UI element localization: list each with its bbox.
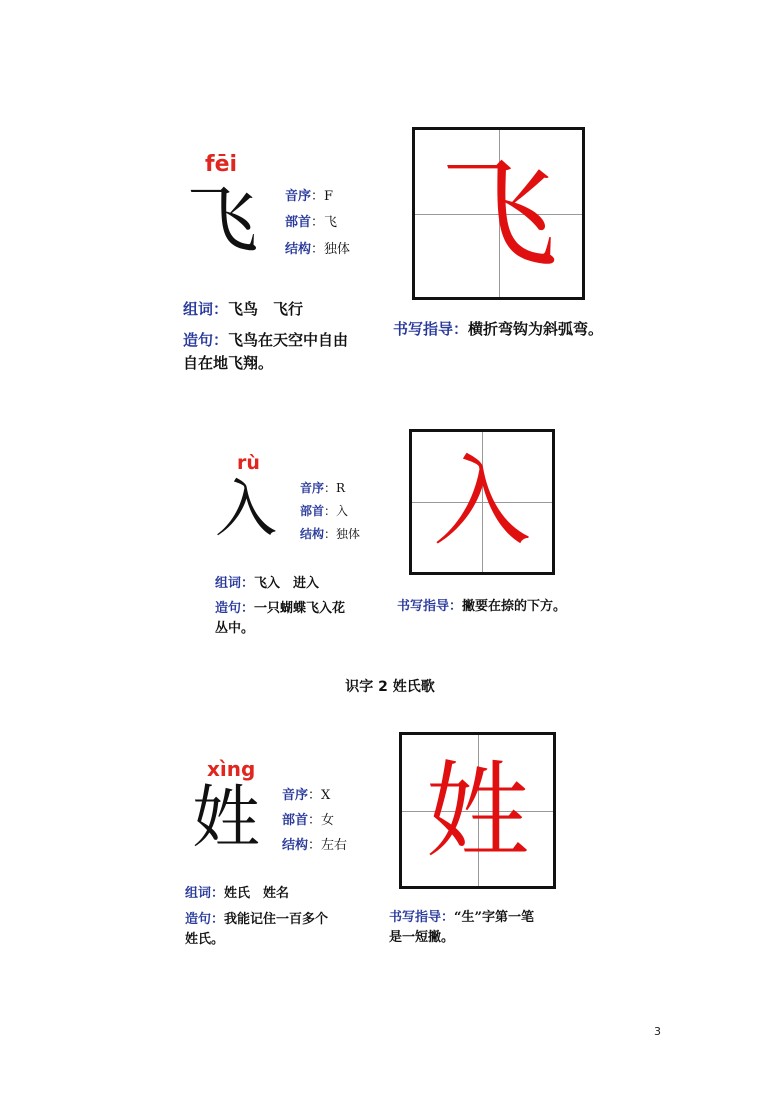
structure-label: 结构 xyxy=(285,242,312,257)
guide-text: 横折弯钩为斜弧弯。 xyxy=(468,320,604,338)
sentence-label: 造句： xyxy=(183,331,229,349)
order-label: 音序 xyxy=(285,189,312,204)
sentence-block xyxy=(215,599,380,639)
pinyin-ru: rù xyxy=(237,452,260,474)
guide-line-1: “生”字第一笔 xyxy=(454,910,534,925)
order-label: 音序 xyxy=(282,788,309,803)
order-row: 音序：F xyxy=(285,189,334,204)
sentence-label: 造句： xyxy=(185,912,225,927)
guide-text: 撇要在捺的下方。 xyxy=(462,599,567,614)
structure-value: 独体 xyxy=(324,242,351,257)
order-value: R xyxy=(336,481,346,495)
structure-label: 结构 xyxy=(300,527,325,541)
sentence-line-1: 一只蝴蝶飞入花 xyxy=(254,601,346,616)
order-row: 音序：R xyxy=(300,481,346,495)
radical-label: 部首 xyxy=(300,504,325,518)
words-row xyxy=(215,574,319,594)
structure-value: 独体 xyxy=(336,527,361,541)
page-number: 3 xyxy=(654,1025,661,1038)
radical-value: 入 xyxy=(336,504,349,518)
guide-block xyxy=(393,318,603,341)
guide-line-2: 是一短撇。 xyxy=(389,930,455,946)
words-value: 飞鸟 飞行 xyxy=(228,300,304,318)
words-row xyxy=(183,298,303,321)
structure-value: 左右 xyxy=(321,838,348,853)
guide-label: 书写指导： xyxy=(389,910,455,925)
grid-character-xing: 姓 xyxy=(425,749,530,872)
sentence-line-2: 丛中。 xyxy=(215,621,255,637)
grid-character-ru: 入 xyxy=(432,445,531,559)
radical-value: 飞 xyxy=(324,215,338,230)
order-value: F xyxy=(324,189,334,204)
pinyin-xing: xìng xyxy=(207,757,256,781)
writing-grid-xing xyxy=(399,732,556,889)
radical-label: 部首 xyxy=(285,215,312,230)
sentence-line-1: 我能记住一百多个 xyxy=(224,912,329,927)
words-label: 组词： xyxy=(215,576,255,591)
words-row xyxy=(185,884,289,904)
radical-row: 部首：飞 xyxy=(285,215,338,230)
sentence-line-2: 姓氏。 xyxy=(185,932,225,948)
sentence-block xyxy=(183,329,393,376)
sentence-line-1: 飞鸟在天空中自由 xyxy=(228,331,349,349)
structure-row: 结构：左右 xyxy=(282,838,348,853)
writing-grid-fei xyxy=(412,127,585,300)
words-label: 组词： xyxy=(185,886,225,901)
character-fei: 飞 xyxy=(186,178,259,262)
guide-block xyxy=(389,908,609,948)
writing-grid-ru xyxy=(409,429,555,575)
radical-label: 部首 xyxy=(282,813,309,828)
guide-block xyxy=(397,597,566,617)
radical-row: 部首：入 xyxy=(300,504,349,518)
structure-row: 结构：独体 xyxy=(300,527,361,541)
pinyin-fei: fēi xyxy=(205,152,238,177)
sentence-label: 造句： xyxy=(215,601,255,616)
structure-row: 结构：独体 xyxy=(285,242,351,257)
structure-label: 结构 xyxy=(282,838,309,853)
order-label: 音序 xyxy=(300,481,325,495)
radical-value: 女 xyxy=(321,813,335,828)
grid-character-fei: 飞 xyxy=(439,144,558,283)
words-value: 飞入 进入 xyxy=(254,576,320,591)
order-value: X xyxy=(321,788,331,803)
words-label: 组词： xyxy=(183,300,229,318)
character-xing: 姓 xyxy=(192,779,261,858)
guide-label: 书写指导： xyxy=(393,320,469,338)
sentence-block xyxy=(185,910,375,950)
order-row: 音序：X xyxy=(282,788,331,803)
radical-row: 部首：女 xyxy=(282,813,335,828)
guide-label: 书写指导： xyxy=(397,599,463,614)
sentence-line-2: 自在地飞翔。 xyxy=(183,354,274,373)
words-value: 姓氏 姓名 xyxy=(224,886,290,901)
character-ru: 入 xyxy=(215,472,278,545)
section-title: 识字 2 姓氏歌 xyxy=(345,679,435,695)
